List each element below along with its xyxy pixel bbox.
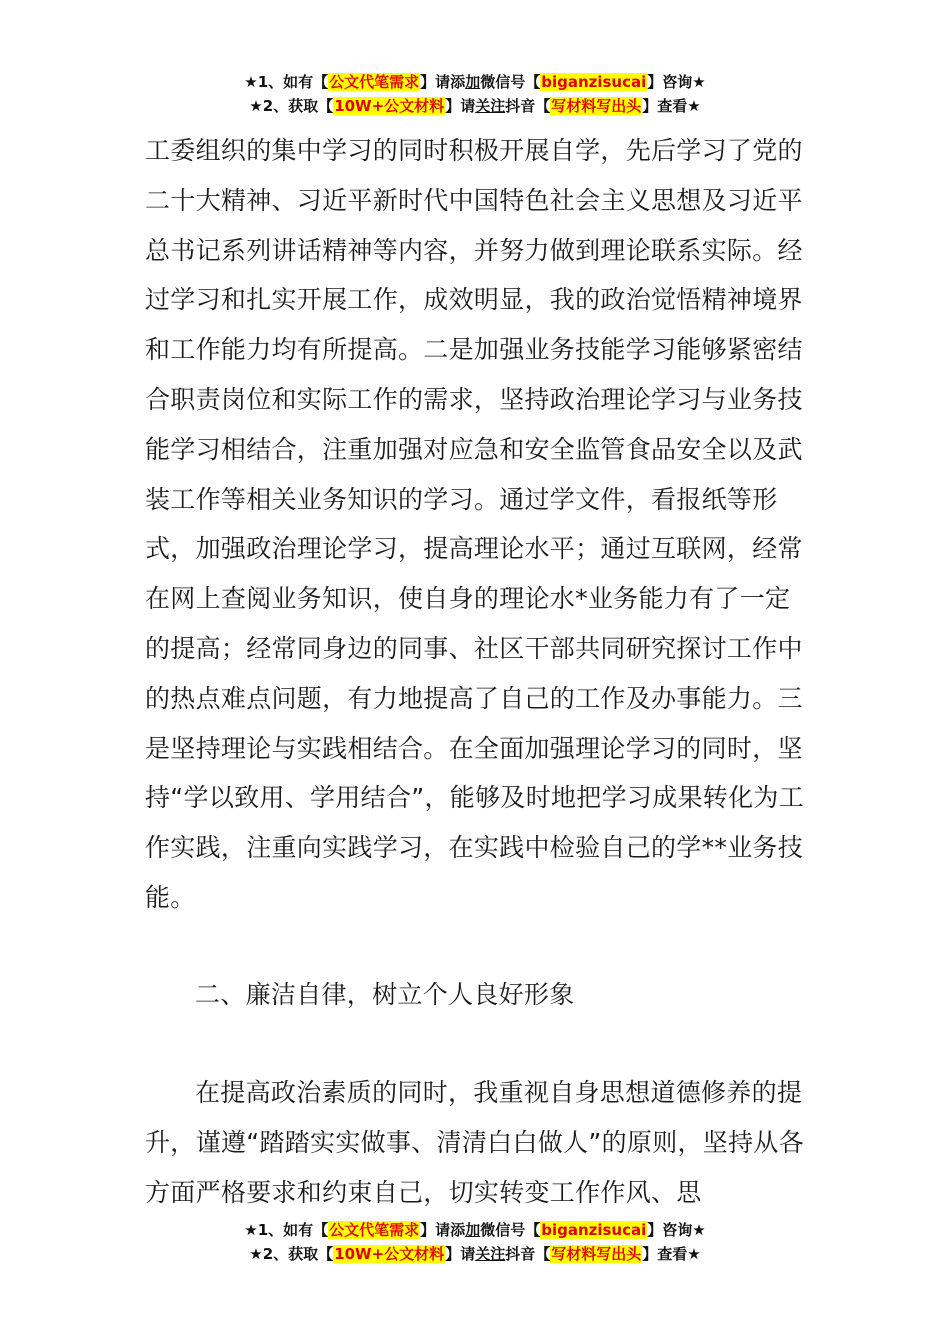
banner-text: 】查看★	[642, 97, 701, 115]
banner-underline-text: 加	[465, 73, 481, 91]
body-paragraph-2: 在提高政治素质的同时，我重视自身思想道德修养的提升，谨遵“踏踏实实做事、清清白白做人”的原则，坚持从各方面严格要求和约束自己，切实转变工作作风、思	[145, 1078, 805, 1207]
highlight-wechat-id: biganzisucai	[541, 1221, 647, 1239]
body-paragraph-1: 工委组织的集中学习的同时积极开展自学，先后学习了党的二十大精神、习近平新时代中国特色社会主义思想及习近平总书记系列讲话精神等内容，并努力做到理论联系实际。经过学习和扎实开展工作，成效明显，我的政治觉悟精神境界和工作能力均有所提高。二是加强业务技能学习能够紧密结合职责岗位和实际工作的需求，坚持政治理论学习与业务技能学习相结合，注重加强对应急和安全监管食品安全以及武装工作等相关业务知识的学习。通过学文件，看报纸等形式，加强政治理论学习，提高理论水平；通过互联网，经常在网上查阅业务知识，使自身的理论水*业务能力有了一定的提高；经常同身边的同事、社区干部共同研究探讨工作中的热点难点问题，有力地提高了自己的工作及办事能力。三是坚持理论与实践相结合。在全面加强理论学习的同时，坚持“学以致用、学用结合”，能够及时地把学习成果转化为工作实践，注重向实践学习，在实践中检验自己的学**业务技能。	[145, 136, 805, 912]
banner-text: 】咨询★	[647, 1221, 706, 1239]
banner-text: 微信号【	[480, 1221, 541, 1239]
section-heading: 二、廉洁自律，树立个人良好形象	[195, 980, 575, 1009]
banner-underline-text: 关注	[475, 97, 506, 115]
banner-text: 】请添	[420, 73, 466, 91]
banner-underline-text: 关注	[475, 1245, 506, 1263]
highlight-materials: 10W+公文材料	[334, 1245, 445, 1263]
header-banner	[0, 70, 950, 118]
highlight-need: 公文代笔需求	[329, 1221, 420, 1239]
banner-line-1	[0, 1218, 950, 1242]
banner-text: 抖音【	[505, 97, 551, 115]
highlight-wechat-id: biganzisucai	[541, 73, 647, 91]
highlight-douyin: 写材料写出头	[551, 97, 642, 115]
banner-text: ★2、获取【	[249, 1245, 334, 1263]
banner-text: 】请添	[420, 1221, 466, 1239]
banner-text: 】咨询★	[647, 73, 706, 91]
banner-line-2	[0, 1242, 950, 1266]
banner-text: ★1、如有【	[244, 1221, 329, 1239]
banner-text: 抖音【	[505, 1245, 551, 1263]
banner-line-1	[0, 70, 950, 94]
banner-text: 】请	[445, 1245, 476, 1263]
footer-banner	[0, 1218, 950, 1266]
banner-text: 】请	[445, 97, 476, 115]
highlight-need: 公文代笔需求	[329, 73, 420, 91]
banner-text: ★1、如有【	[244, 73, 329, 91]
highlight-douyin: 写材料写出头	[551, 1245, 642, 1263]
banner-line-2	[0, 94, 950, 118]
banner-underline-text: 加	[465, 1221, 481, 1239]
banner-text: ★2、获取【	[249, 97, 334, 115]
banner-text: 】查看★	[642, 1245, 701, 1263]
highlight-materials: 10W+公文材料	[334, 97, 445, 115]
banner-text: 微信号【	[480, 73, 541, 91]
